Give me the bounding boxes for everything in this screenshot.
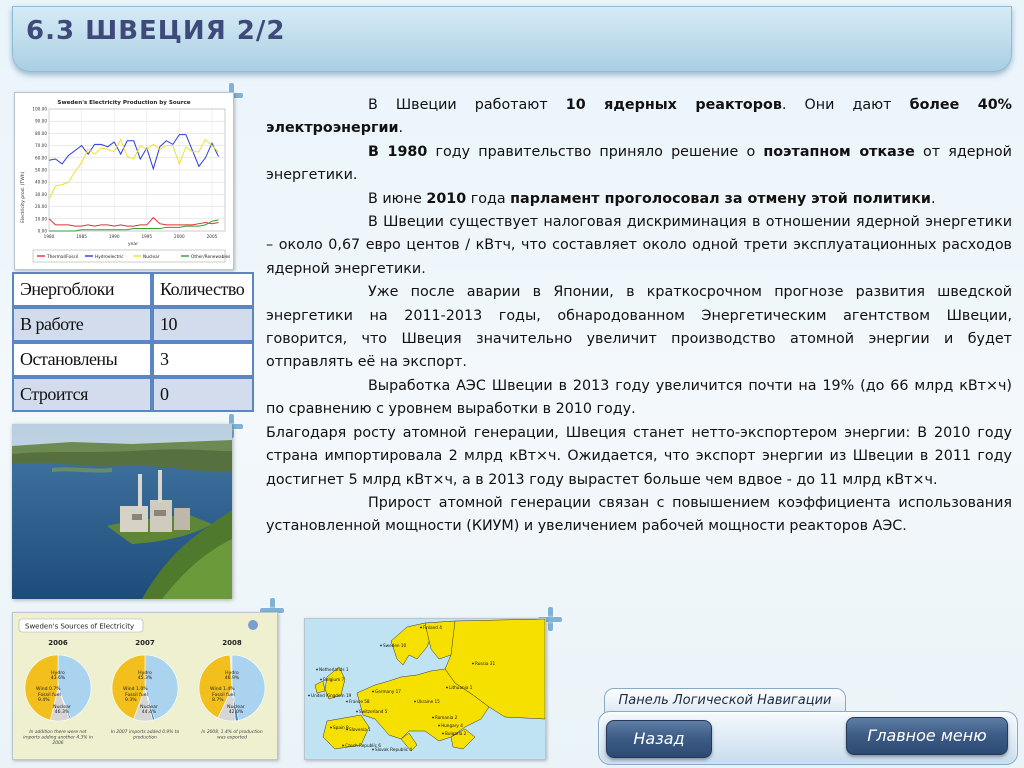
paragraph: В Швеции существует налоговая дискриминация в отношении ядерной энергетики – около 0,67 евро центов / кВтч, что составляет около одной трети эксплуатационных расходов ядерной энергетики. xyxy=(266,214,1012,277)
map-label: United Kingdom 19 xyxy=(311,693,352,698)
year-label: 2006 xyxy=(48,639,68,647)
year-note-line: In addition there were net xyxy=(29,730,87,735)
text-bold: 2010 xyxy=(426,190,467,207)
reactor-marker xyxy=(420,627,422,629)
slice-label xyxy=(225,670,240,681)
map-label: Hungary 4 xyxy=(441,723,463,728)
y-tick-label: 40.00 xyxy=(35,179,47,185)
europe-reactors-map[interactable] xyxy=(304,618,546,760)
table-row xyxy=(12,377,254,412)
legend-label: Nuclear xyxy=(143,255,160,260)
table-cell: 3 xyxy=(152,342,254,377)
text-span: В июне xyxy=(368,190,427,207)
reactor-marker xyxy=(342,745,344,747)
map-label: Slovak Republic 4 xyxy=(375,747,413,752)
reactor-marker xyxy=(356,711,358,713)
plant-illustration xyxy=(12,424,232,599)
chart-x-label: year xyxy=(127,242,139,247)
slice-label-line: Wind 0.7% xyxy=(36,687,61,692)
map-label: Sweden 10 xyxy=(383,643,407,648)
slice-label xyxy=(210,686,235,692)
paragraph xyxy=(266,94,1012,141)
table-row xyxy=(12,307,254,342)
y-tick-label: 100.00 xyxy=(32,106,47,112)
map-label: Romania 2 xyxy=(435,715,458,720)
text-span: года xyxy=(466,190,511,207)
y-tick-label: 30.00 xyxy=(35,191,47,197)
slice-label xyxy=(51,670,66,681)
year-note-line: imports adding another 4.3% in xyxy=(23,735,93,741)
slice-label-line: 42.0% xyxy=(228,710,244,715)
text-bold: В 1980 xyxy=(368,143,428,160)
map-label: Lithuania 1 xyxy=(449,685,473,690)
slice-label xyxy=(227,704,245,715)
slice-label-line: Nuclear xyxy=(140,705,158,710)
table-cell: Количество xyxy=(152,272,254,307)
slice-label xyxy=(123,686,148,692)
y-tick-label: 50.00 xyxy=(35,167,47,173)
reactor-marker xyxy=(372,749,374,751)
year-note-line: In 2007 imports added 0.9% to xyxy=(110,730,180,735)
map-label: Netherlands 1 xyxy=(319,667,349,672)
map-label: Bulgaria 2 xyxy=(445,731,467,736)
x-tick-label: 1995 xyxy=(141,234,153,239)
reactor-marker xyxy=(372,691,374,693)
reactor-marker xyxy=(320,679,322,681)
europe-map-svg xyxy=(305,619,545,759)
year-note-line: In 2008, 1.4% of production xyxy=(201,730,263,735)
slice-label xyxy=(140,704,158,715)
y-tick-label: 60.00 xyxy=(35,155,47,161)
sources-infographic[interactable] xyxy=(12,612,278,760)
y-tick-label: 90.00 xyxy=(35,118,47,124)
y-tick-label: 20.00 xyxy=(35,204,47,210)
slice-label-line: Wind 1.4% xyxy=(210,687,235,692)
slice-label-line: Nuclear xyxy=(53,705,71,710)
slice-label xyxy=(53,704,71,715)
paragraph: Выработка АЭС Швеции в 2013 году увеличится почти на 19% (до 66 млрд кВт×ч) по сравнению с уровнем выработки в 2010 году. xyxy=(266,377,1012,418)
reactor-marker xyxy=(446,687,448,689)
paragraph: Благодаря росту атомной генерации, Швеция станет нетто-экспортером энергии: В 2010 году страна импортировала 2 млрд кВт×ч. Ожидается, что экспорт энергии из Швеции в 2011 году достигнет 5 млрд кВт×ч, а в 2013 году вырастет больше чем вдвое - до 11 млрд кВт×ч. xyxy=(266,424,1012,488)
x-tick-label: 2005 xyxy=(206,234,218,239)
y-tick-label: 80.00 xyxy=(35,130,47,136)
reactor-marker xyxy=(330,727,332,729)
map-label: Germany 17 xyxy=(375,689,401,694)
slice-label-line: 9.4% xyxy=(38,698,50,703)
table-cell: Энергоблоки xyxy=(12,272,152,307)
year-note-line: production xyxy=(133,735,157,741)
legend-label: Other/Renewables xyxy=(191,255,231,260)
year-label: 2008 xyxy=(222,639,242,647)
text-span: году правительство приняло решение о xyxy=(427,143,764,160)
slice-label-line: 46.9% xyxy=(224,676,240,681)
slice-label-line: 44.4% xyxy=(141,710,157,715)
reactor-marker xyxy=(432,717,434,719)
map-label: Slovenia 1 xyxy=(349,727,371,732)
y-tick-label: 10.00 xyxy=(35,216,47,222)
table-row xyxy=(12,342,254,377)
y-tick-label: 70.00 xyxy=(35,143,47,149)
reactor-marker xyxy=(472,663,474,665)
page-title: 6.3 ШВЕЦИЯ 2/2 xyxy=(26,16,286,46)
paragraph: Уже после аварии в Японии, в краткосрочном прогнозе развития шведской энергетики на 2011-2013 годы, обнародованном Энергетическим агентством Швеции, говорится, что Швеция значительно увеличит производство атомной энергии и будет отправлять её на экспорт. xyxy=(266,284,1012,371)
paragraph xyxy=(266,188,1012,211)
slice-label-line: Hydro xyxy=(225,671,239,676)
text-span: . Они дают xyxy=(781,97,910,113)
slice-label xyxy=(138,670,153,681)
map-label: Spain 8 xyxy=(333,725,349,730)
reactor-marker xyxy=(438,725,440,727)
back-button[interactable]: Назад xyxy=(606,720,712,758)
nav-panel-label: Панель Логической Навигации xyxy=(604,688,846,714)
reactor-marker xyxy=(442,733,444,735)
reactor-marker xyxy=(380,645,382,647)
text-span: . xyxy=(930,190,936,207)
map-label: Switzerland 5 xyxy=(359,709,388,714)
year-label: 2007 xyxy=(135,639,155,647)
map-label: Ukraine 15 xyxy=(417,699,440,704)
table-cell: Строится xyxy=(12,377,152,412)
table-cell: 10 xyxy=(152,307,254,342)
text-span: . xyxy=(398,120,404,137)
legend-label: Hydroelectric xyxy=(95,255,124,260)
slice-label-line: 8.7% xyxy=(212,698,224,703)
reactor-status-table xyxy=(12,272,254,406)
text-span: от ядерной энергетики. xyxy=(266,143,1012,184)
sources-pies xyxy=(13,613,277,759)
y-tick-label: 0.00 xyxy=(37,228,47,234)
main-menu-button[interactable]: Главное меню xyxy=(846,717,1008,755)
reactor-marker xyxy=(414,701,416,703)
table-cell: Остановлены xyxy=(12,342,152,377)
reactor-marker xyxy=(308,695,310,697)
slice-label-line: Hydro xyxy=(51,671,65,676)
year-note-line: 2006 xyxy=(52,741,64,746)
text-bold: парламент проголосовал за отмену этой политики xyxy=(510,190,931,207)
year-note-line: was exported xyxy=(217,735,247,741)
text-bold: более 40% электроэнергии xyxy=(266,97,1013,137)
slice-label-line: 9.3% xyxy=(125,698,137,703)
text-span: В Швеции работают xyxy=(368,97,566,113)
slice-label-line: Fossil fuel xyxy=(212,693,235,698)
production-chart[interactable] xyxy=(14,92,234,270)
map-label: Czech Republic 6 xyxy=(345,743,381,748)
slice-label-line: 43.6% xyxy=(50,676,66,681)
slice-label xyxy=(36,686,61,692)
x-tick-label: 1990 xyxy=(108,234,120,239)
map-label: Finland 4 xyxy=(423,625,442,630)
logo-icon xyxy=(248,620,258,630)
map-label: Belgium 7 xyxy=(323,677,345,682)
slice-label-line: Fossil fuel xyxy=(125,693,148,698)
nuclear-plant-photo[interactable] xyxy=(12,424,232,599)
slice-label-line: 46.3% xyxy=(54,710,70,715)
paragraph xyxy=(266,141,1012,188)
chart-y-label: Electricity prod. (TWh) xyxy=(21,171,26,223)
slice-label-line: Fossil fuel xyxy=(38,693,61,698)
text-bold: поэтапном отказе xyxy=(763,143,915,160)
slice-label-line: Nuclear xyxy=(227,705,245,710)
x-tick-label: 1985 xyxy=(76,234,87,239)
table-header-row xyxy=(12,272,254,307)
x-tick-label: 2000 xyxy=(174,234,185,239)
x-tick-label: 1980 xyxy=(43,234,55,239)
map-label: France 58 xyxy=(349,699,370,704)
reactor-marker xyxy=(316,669,318,671)
table-cell: 0 xyxy=(152,377,254,412)
map-label: Russia 31 xyxy=(475,661,496,666)
paragraph: Прирост атомной генерации связан с повышением коэффициента использования установленной мощности (КИУМ) и увеличением рабочей мощности реакторов АЭС. xyxy=(266,494,1012,535)
production-line-chart xyxy=(15,93,233,269)
slice-label-line: Wind 1.0% xyxy=(123,687,148,692)
reactor-marker xyxy=(346,701,348,703)
infographic-title: Sweden's Sources of Electricity xyxy=(25,622,135,631)
slice-label-line: 45.3% xyxy=(137,676,153,681)
chart-title: Sweden's Electricity Production by Source xyxy=(57,100,191,106)
main-text xyxy=(266,94,1012,539)
text-bold: 10 ядерных реакторов xyxy=(565,97,782,113)
slice-label-line: Hydro xyxy=(138,671,152,676)
legend-label: Thermal/Fossil xyxy=(47,255,78,260)
table-cell: В работе xyxy=(12,307,152,342)
